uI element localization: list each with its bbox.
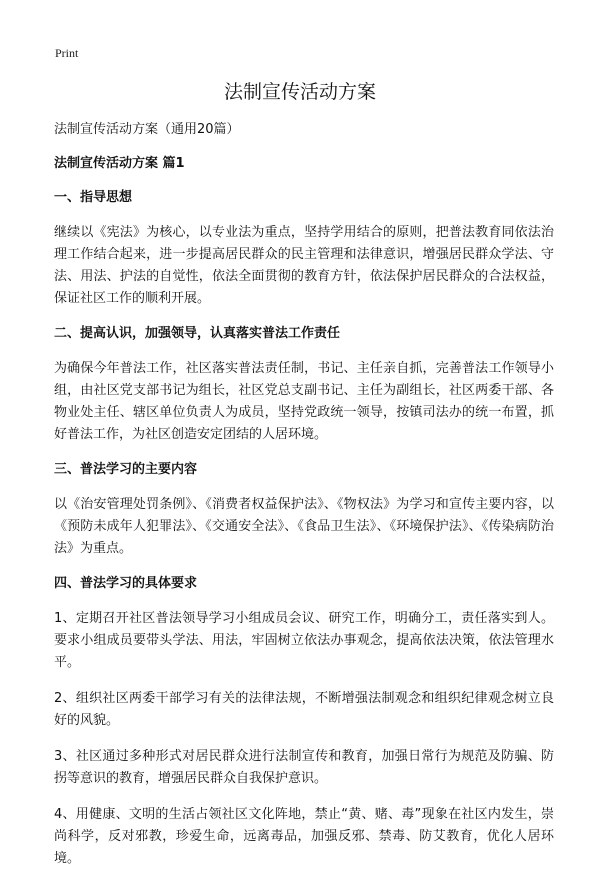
document-subtitle: 法制宣传活动方案（通用20篇） [54,122,240,137]
section-paragraph: 以《治安管理处罚条例》、《消费者权益保护法》、《物权法》为学习和宣传主要内容，以《预防未成年人犯罪法》、《交通安全法》、《食品卫生法》、《环境保护法》、《传染病防治法》为重点。 [54,497,554,556]
section-heading: 四、普法学习的具体要求 [54,576,198,591]
requirement-item: 4、用健康、文明的生活占领社区文化阵地，禁止“黄、赌、毒”现象在社区内发生，崇尚科学，反对邪教，珍爱生命，远离毒品，加强反邪、禁毒、防艾教育，优化人居环境。 [54,807,554,866]
document-title: 法制宣传活动方案 [223,81,376,103]
document-body [54,120,554,884]
section-heading: 一、指导思想 [54,190,133,205]
section-paragraph: 为确保今年普法工作，社区落实普法责任制，书记、主任亲自抓，完善普法工作领导小组，由社区党支部书记为组长，社区党总支副书记、主任为副组长，社区两委干部、各物业处主任、辖区单位负责人为成员，坚持党政统一领导，按镇司法办的统一布置，抓好普法工作，为社区创造安定团结的人居环境。 [54,361,554,442]
section-heading: 二、提高认识，加强领导，认真落实普法工作责任 [54,326,341,341]
requirement-item: 2、组织社区两委干部学习有关的法律法规，不断增强法制观念和组织纪律观念树立良好的风貌。 [54,691,554,728]
section-paragraph: 继续以《宪法》为核心，以专业法为重点，坚持学用结合的原则，把普法教育同依法治理工作结合起来，进一步提高居民群众的民主管理和法律意识，增强居民群众学法、守法、用法、护法的自觉性，依法全面贯彻的教育方针，依法保护居民群众的合法权益，保证社区工作的顺利开展。 [54,225,554,306]
print-label[interactable]: Print [55,46,79,60]
article-title: 法制宣传活动方案 篇1 [54,156,185,171]
requirement-item: 1、定期召开社区普法领导学习小组成员会议、研究工作，明确分工，责任落实到人。要求小组成员要带头学法、用法，牢固树立依法办事观念，提高依法决策，依法管理水平。 [54,611,554,670]
requirement-item: 3、社区通过多种形式对居民群众进行法制宣传和教育，加强日常行为规范及防骗、防拐等意识的教育，增强居民群众自我保护意识。 [54,749,554,786]
section-heading: 三、普法学习的主要内容 [54,462,198,477]
